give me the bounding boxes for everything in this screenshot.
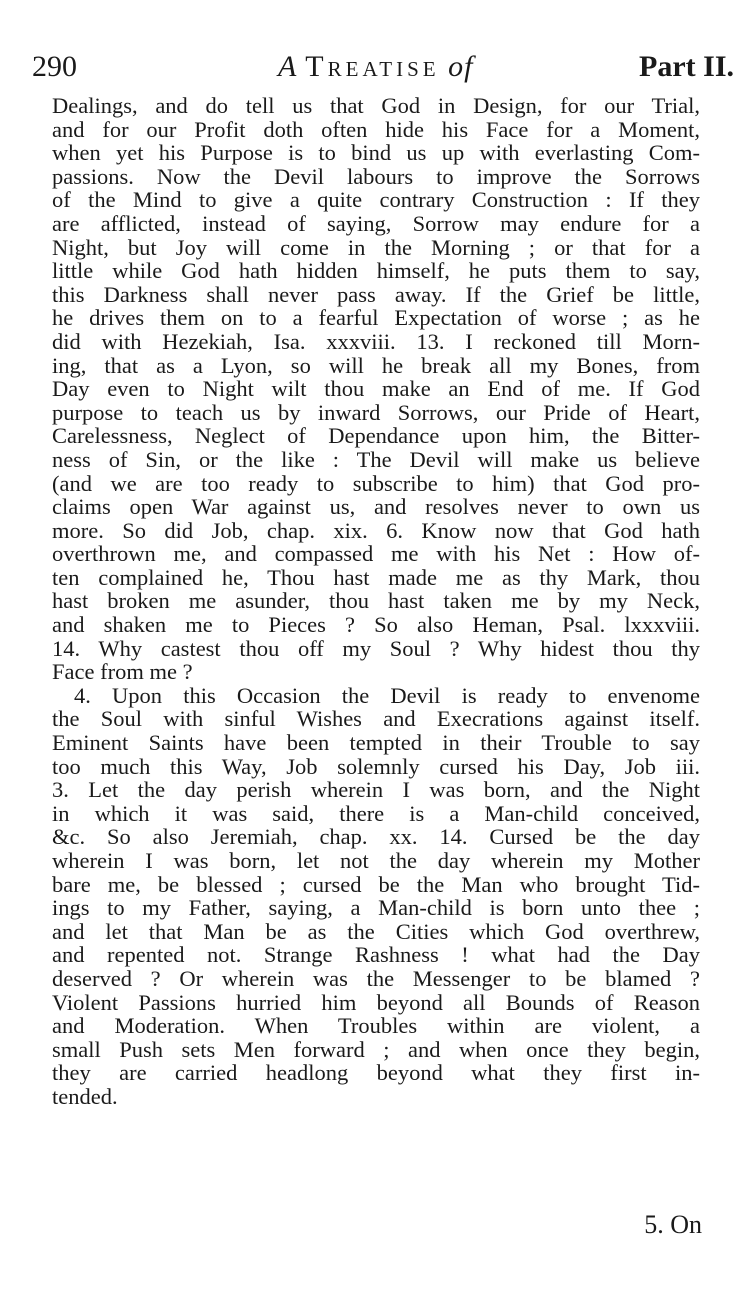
text-line: and repented not. Strange Rashness ! what had the Day (52, 942, 700, 968)
text-line: (and we are too ready to subscribe to him) that God pro- (52, 470, 700, 496)
running-header (32, 50, 734, 94)
text-line: Dealings, and do tell us that God in Design, for our Trial, (52, 93, 700, 118)
running-title-suffix: of (439, 50, 474, 83)
text-line: Day even to Night wilt thou make an End of me. If God (52, 376, 700, 402)
running-title-prefix: A (278, 50, 306, 83)
text-line: Eminent Saints have been tempted in their Trouble to say (52, 730, 700, 756)
running-title (278, 50, 473, 84)
text-line: little while God hath hidden himself, he puts them to say, (52, 258, 700, 284)
text-line: ness of Sin, or the like : The Devil will make us believe (52, 446, 700, 472)
text-line: &c. So also Jeremiah, chap. xx. 14. Cursed be the day (52, 824, 700, 850)
text-line: 14. Why castest thou off my Soul ? Why hidest thou thy (52, 635, 700, 661)
text-line: are afflicted, instead of saying, Sorrow may endure for a (52, 210, 700, 236)
text-line: ing, that as a Lyon, so will he break all my Bones, from (52, 352, 700, 378)
text-line: too much this Way, Job solemnly cursed his Day, Job iii. (52, 753, 700, 779)
text-line: of the Mind to give a quite contrary Construction : If they (52, 187, 700, 213)
text-line: tended. (52, 1083, 118, 1109)
text-line: did with Hezekiah, Isa. xxxviii. 13. I reckoned till Morn- (52, 328, 700, 354)
text-line: ten complained he, Thou hast made me as thy Mark, thou (52, 564, 700, 590)
text-line: Night, but Joy will come in the Morning ; or that for a (52, 234, 700, 260)
text-line: overthrown me, and compassed me with his Net : How of- (52, 541, 700, 567)
page-number: 290 (32, 50, 77, 83)
text-line: and Moderation. When Troubles within are violent, a (52, 1013, 700, 1039)
text-line: passions. Now the Devil labours to improve the Sorrows (52, 163, 700, 189)
text-line: more. So did Job, chap. xix. 6. Know now that God hath (52, 517, 700, 543)
text-line: ings to my Father, saying, a Man-child is born unto thee ; (52, 895, 700, 921)
text-line: they are carried headlong beyond what they first in- (52, 1060, 700, 1086)
text-line: and for our Profit doth often hide his Face for a Moment, (52, 116, 700, 142)
text-line: 3. Let the day perish wherein I was born, and the Night (52, 777, 700, 803)
body-text (52, 94, 700, 1109)
text-line: small Push sets Men forward ; and when once they begin, (52, 1036, 700, 1062)
text-line: he drives them on to a fearful Expectation of worse ; as he (52, 305, 700, 331)
text-line: deserved ? Or wherein was the Messenger to be blamed ? (52, 965, 700, 991)
text-line: hast broken me asunder, thou hast taken me by my Neck, (52, 588, 700, 614)
text-line: bare me, be blessed ; cursed be the Man who brought Tid- (52, 871, 700, 897)
text-line: the Soul with sinful Wishes and Execrations against itself. (52, 706, 700, 732)
text-line: in which it was said, there is a Man-child conceived, (52, 800, 700, 826)
text-line: wherein I was born, let not the day wherein my Mother (52, 848, 700, 873)
text-line: claims open War against us, and resolves never to own us (52, 494, 700, 520)
text-line: 4. Upon this Occasion the Devil is ready to envenome (74, 682, 700, 708)
text-line: when yet his Purpose is to bind us up with everlasting Com- (52, 140, 700, 166)
part-label: Part II. (639, 50, 734, 83)
text-line: purpose to teach us by inward Sorrows, our Pride of Heart, (52, 399, 700, 425)
text-line: and let that Man be as the Cities which God overthrew, (52, 918, 700, 944)
text-line: Face from me ? (52, 659, 193, 685)
catchword: 5. On (644, 1210, 702, 1239)
text-line: Violent Passions hurried him beyond all Bounds of Reason (52, 989, 700, 1015)
text-line: this Darkness shall never pass away. If the Grief be little, (52, 281, 700, 307)
text-line: and shaken me to Pieces ? So also Heman, Psal. lxxxviii. (52, 612, 700, 638)
text-line: Carelessness, Neglect of Dependance upon him, the Bitter- (52, 423, 700, 449)
running-title-main: Treatise (305, 50, 440, 83)
